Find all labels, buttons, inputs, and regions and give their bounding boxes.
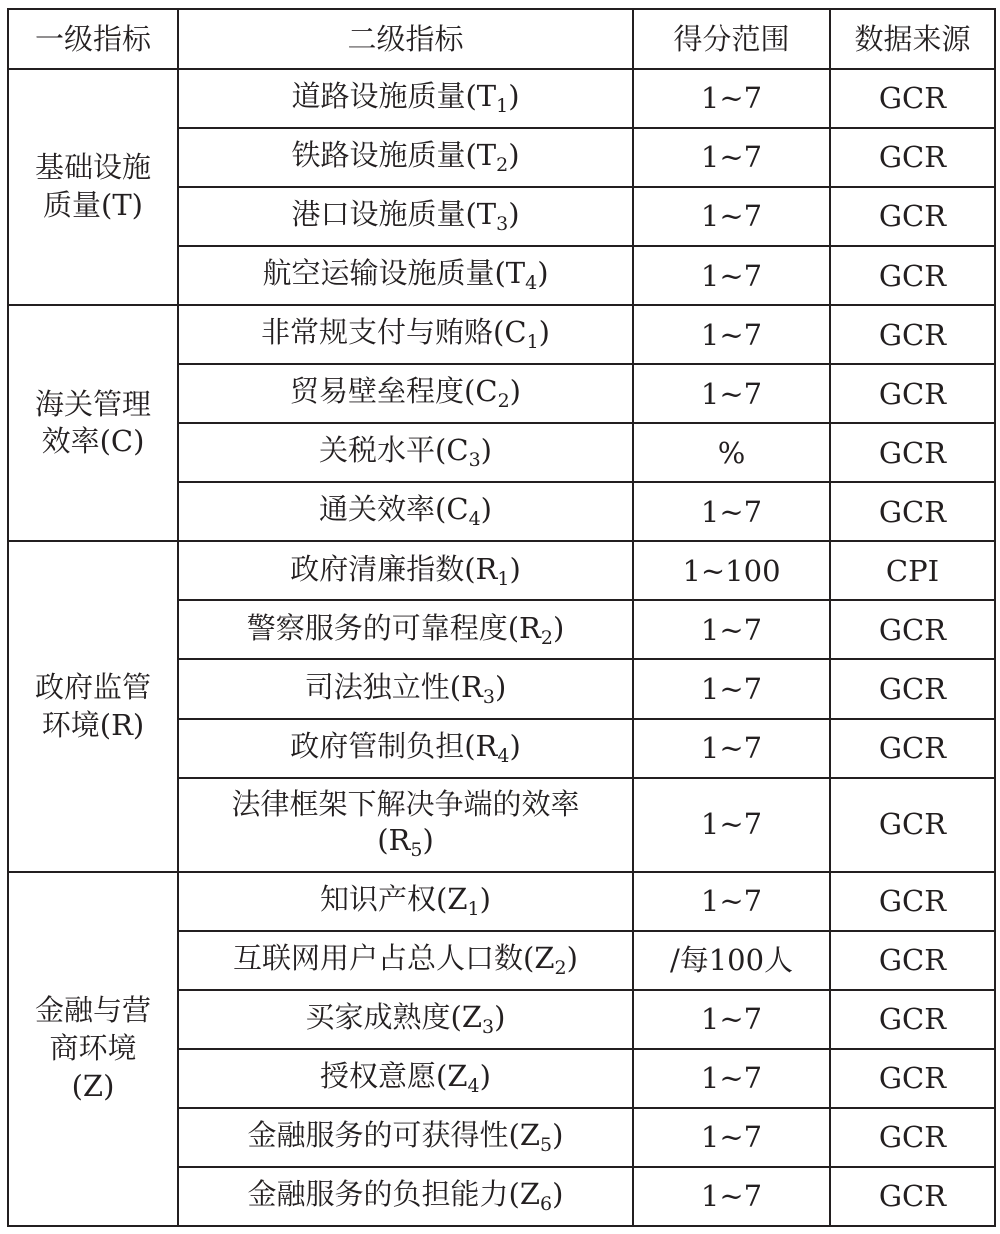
indicator-code: $(Z_6)$ bbox=[508, 1177, 564, 1216]
score-range-cell: 1~7 bbox=[633, 1167, 830, 1226]
indicator-cell bbox=[178, 719, 633, 778]
data-source-cell: GCR bbox=[830, 719, 995, 778]
table-body bbox=[8, 69, 995, 1226]
indicator-name: 金融服务的负担能力 bbox=[247, 1177, 509, 1212]
indicator-subscript: 4 bbox=[497, 744, 510, 767]
indicator-name: 互联网用户占总人口数 bbox=[233, 940, 524, 975]
indicator-name: 航空运输设施质量 bbox=[262, 256, 495, 291]
data-source-cell: GCR bbox=[830, 990, 995, 1049]
indicator-code: $(R_4)$ bbox=[464, 728, 521, 767]
indicator-subscript: 2 bbox=[497, 390, 510, 413]
indicator-code: $(C_4)$ bbox=[435, 492, 492, 531]
indicator-code: $(Z_5)$ bbox=[508, 1117, 564, 1156]
score-range-cell: 1~7 bbox=[633, 305, 830, 364]
score-range-cell: 1~7 bbox=[633, 364, 830, 423]
table-row bbox=[8, 305, 995, 364]
indicator-name: 政府管制负担 bbox=[290, 728, 465, 763]
data-source-cell: GCR bbox=[830, 1108, 995, 1167]
data-source-cell: GCR bbox=[830, 128, 995, 187]
data-source-cell: GCR bbox=[830, 423, 995, 482]
category-label-line: 环境(R) bbox=[41, 707, 145, 742]
data-source-cell: CPI bbox=[830, 541, 995, 600]
indicator-subscript: 3 bbox=[482, 1015, 495, 1038]
header-row bbox=[8, 9, 995, 69]
indicator-code: $(C_3)$ bbox=[435, 433, 492, 472]
indicator-code: $(R_2)$ bbox=[507, 610, 565, 649]
indicator-letter: R bbox=[388, 823, 411, 858]
indicator-letter: Z bbox=[519, 1177, 541, 1212]
indicator-code: $(Z_2)$ bbox=[523, 940, 578, 979]
indicator-code: $(T_4)$ bbox=[494, 256, 549, 295]
indicator-letter: T bbox=[476, 138, 497, 173]
category-label-line: (Z) bbox=[71, 1068, 115, 1103]
indicator-letter: Z bbox=[519, 1117, 541, 1152]
indicator-letter: T bbox=[505, 256, 526, 291]
score-range-cell: 1~7 bbox=[633, 1108, 830, 1167]
data-source-cell: GCR bbox=[830, 600, 995, 659]
indicator-letter: R bbox=[475, 728, 498, 763]
score-range-cell: 1~7 bbox=[633, 482, 830, 541]
table-row bbox=[8, 872, 995, 931]
indicator-cell bbox=[178, 1108, 633, 1167]
header-level1: 一级指标 bbox=[8, 9, 178, 69]
indicator-cell bbox=[178, 128, 633, 187]
indicator-cell bbox=[178, 69, 633, 128]
indicator-subscript: 1 bbox=[496, 95, 509, 118]
indicator-code: $(R_3)$ bbox=[449, 669, 507, 708]
indicator-letter: R bbox=[475, 551, 498, 586]
indicator-subscript: 2 bbox=[554, 956, 567, 979]
indicator-cell bbox=[178, 778, 633, 872]
indicator-letter: Z bbox=[461, 999, 483, 1034]
indicator-subscript: 4 bbox=[525, 272, 538, 295]
indicator-letter: T bbox=[476, 79, 497, 114]
indicator-letter: C bbox=[446, 492, 469, 527]
indicator-code: $(T_1)$ bbox=[465, 79, 520, 118]
indicator-subscript: 5 bbox=[540, 1133, 553, 1156]
data-source-cell: GCR bbox=[830, 778, 995, 872]
score-range-cell: /每100人 bbox=[633, 931, 830, 990]
category-label-line: 商环境 bbox=[49, 1030, 137, 1065]
data-source-cell: GCR bbox=[830, 364, 995, 423]
indicator-code: $(Z_4)$ bbox=[436, 1058, 491, 1097]
indicator-letter: C bbox=[504, 315, 527, 350]
indicator-cell bbox=[178, 423, 633, 482]
indicator-cell bbox=[178, 600, 633, 659]
indicator-subscript: 4 bbox=[468, 508, 481, 531]
table-row bbox=[8, 69, 995, 128]
indicator-subscript: 1 bbox=[497, 567, 510, 590]
indicator-name: 授权意愿 bbox=[320, 1058, 437, 1093]
data-source-cell: GCR bbox=[830, 872, 995, 931]
header-level2: 二级指标 bbox=[178, 9, 633, 69]
indicator-cell bbox=[178, 931, 633, 990]
category-cell bbox=[8, 872, 178, 1226]
indicator-letter: C bbox=[446, 433, 469, 468]
indicator-letter: T bbox=[476, 197, 497, 232]
indicator-cell bbox=[178, 246, 633, 305]
indicator-cell bbox=[178, 990, 633, 1049]
indicator-name: 关税水平 bbox=[319, 433, 436, 468]
indicator-name: 铁路设施质量 bbox=[291, 138, 466, 173]
data-source-cell: GCR bbox=[830, 659, 995, 718]
indicator-name: 贸易壁垒程度 bbox=[290, 374, 465, 409]
score-range-cell: 1~7 bbox=[633, 600, 830, 659]
indicator-cell bbox=[178, 187, 633, 246]
indicator-cell bbox=[178, 872, 633, 931]
indicator-subscript: 4 bbox=[467, 1074, 480, 1097]
score-range-cell: 1~7 bbox=[633, 246, 830, 305]
indicator-cell bbox=[178, 659, 633, 718]
indicator-name: 道路设施质量 bbox=[291, 79, 466, 114]
score-range-cell: % bbox=[633, 423, 830, 482]
indicator-cell bbox=[178, 305, 633, 364]
indicator-cell bbox=[178, 482, 633, 541]
indicator-code: $(T_2)$ bbox=[465, 138, 520, 177]
indicator-subscript: 5 bbox=[410, 839, 423, 862]
indicator-code: $(Z_3)$ bbox=[450, 999, 506, 1038]
indicator-subscript: 1 bbox=[467, 897, 480, 920]
table-row bbox=[8, 541, 995, 600]
indicator-subscript: 2 bbox=[496, 154, 509, 177]
data-source-cell: GCR bbox=[830, 69, 995, 128]
indicator-name: 警察服务的可靠程度 bbox=[246, 610, 508, 645]
score-range-cell: 1~100 bbox=[633, 541, 830, 600]
indicator-subscript: 2 bbox=[540, 626, 553, 649]
data-source-cell: GCR bbox=[830, 1049, 995, 1108]
category-label-line: 海关管理 bbox=[34, 386, 151, 421]
data-source-cell: GCR bbox=[830, 1167, 995, 1226]
indicator-name: 非常规支付与贿赂 bbox=[261, 315, 494, 350]
category-label-line: 金融与营 bbox=[34, 993, 151, 1028]
indicator-subscript: 1 bbox=[526, 331, 539, 354]
indicator-cell bbox=[178, 1167, 633, 1226]
indicator-letter: R bbox=[461, 669, 483, 704]
indicator-name: 港口设施质量 bbox=[291, 197, 466, 232]
score-range-cell: 1~7 bbox=[633, 990, 830, 1049]
indicator-letter: Z bbox=[534, 940, 555, 975]
score-range-cell: 1~7 bbox=[633, 187, 830, 246]
indicator-name: 政府清廉指数 bbox=[290, 551, 465, 586]
indicator-table bbox=[7, 8, 996, 1227]
data-source-cell: GCR bbox=[830, 482, 995, 541]
data-source-cell: GCR bbox=[830, 931, 995, 990]
score-range-cell: 1~7 bbox=[633, 719, 830, 778]
indicator-subscript: 3 bbox=[496, 213, 509, 236]
indicator-code: $(C_1)$ bbox=[493, 315, 550, 354]
indicator-name: 司法独立性 bbox=[304, 669, 450, 704]
indicator-code: $(C_2)$ bbox=[464, 374, 521, 413]
score-range-cell: 1~7 bbox=[633, 1049, 830, 1108]
indicator-code: $(T_3)$ bbox=[465, 197, 520, 236]
category-cell bbox=[8, 541, 178, 871]
indicator-name: 法律框架下解决争端的效率 bbox=[231, 787, 580, 822]
data-source-cell: GCR bbox=[830, 305, 995, 364]
category-label-line: 基础设施 bbox=[34, 150, 151, 185]
indicator-cell bbox=[178, 541, 633, 600]
score-range-cell: 1~7 bbox=[633, 659, 830, 718]
indicator-cell bbox=[178, 1049, 633, 1108]
indicator-letter: Z bbox=[447, 881, 468, 916]
data-source-cell: GCR bbox=[830, 187, 995, 246]
category-label-line: 政府监管 bbox=[34, 669, 151, 704]
indicator-code: $(R_1)$ bbox=[464, 551, 521, 590]
score-range-cell: 1~7 bbox=[633, 872, 830, 931]
indicator-subscript: 6 bbox=[540, 1193, 553, 1216]
indicator-name: 买家成熟度 bbox=[305, 999, 451, 1034]
indicator-code: $(R_5)$ bbox=[377, 823, 434, 862]
indicator-cell bbox=[178, 364, 633, 423]
indicator-subscript: 3 bbox=[482, 685, 495, 708]
indicator-code: $(Z_1)$ bbox=[436, 881, 491, 920]
indicator-letter: Z bbox=[447, 1058, 468, 1093]
score-range-cell: 1~7 bbox=[633, 69, 830, 128]
indicator-name: 金融服务的可获得性 bbox=[247, 1117, 509, 1152]
header-source: 数据来源 bbox=[830, 9, 995, 69]
score-range-cell: 1~7 bbox=[633, 778, 830, 872]
indicator-letter: C bbox=[475, 374, 498, 409]
score-range-cell: 1~7 bbox=[633, 128, 830, 187]
category-cell bbox=[8, 69, 178, 305]
indicator-subscript: 3 bbox=[468, 449, 481, 472]
indicator-name: 通关效率 bbox=[319, 492, 436, 527]
category-label-line: 效率(C) bbox=[41, 424, 145, 459]
category-cell bbox=[8, 305, 178, 541]
indicator-name: 知识产权 bbox=[320, 881, 437, 916]
header-range: 得分范围 bbox=[633, 9, 830, 69]
category-label-line: 质量(T) bbox=[43, 188, 143, 223]
indicator-letter: R bbox=[519, 610, 541, 645]
data-source-cell: GCR bbox=[830, 246, 995, 305]
